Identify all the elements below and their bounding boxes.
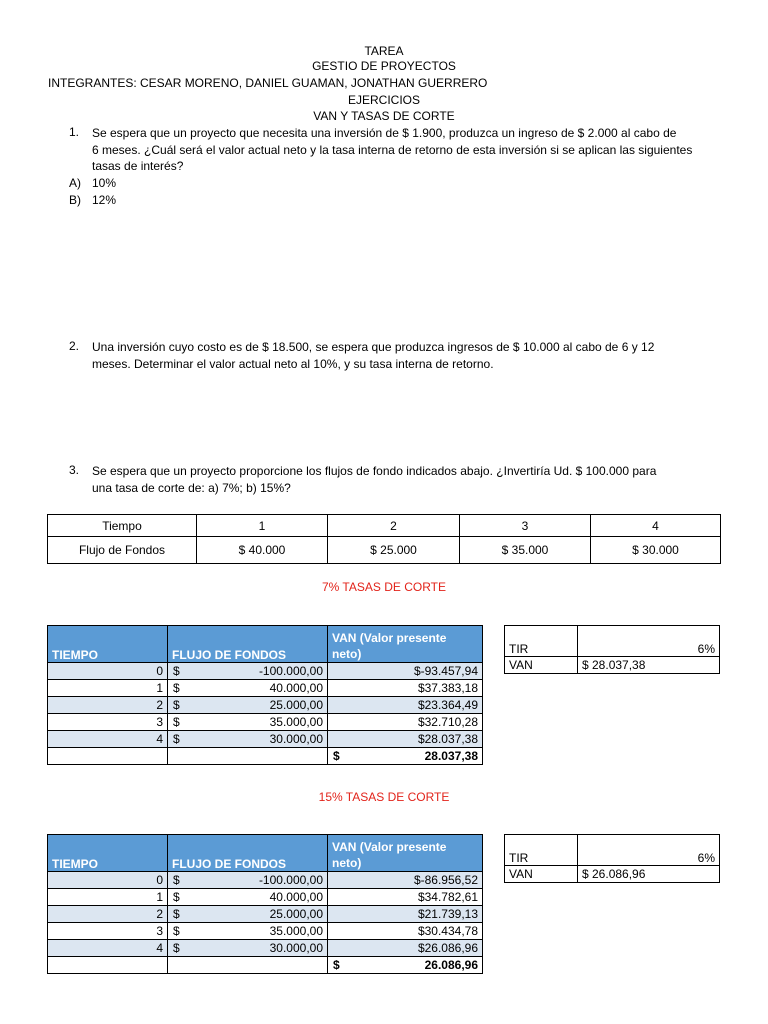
q2-line2: meses. Determinar el valor actual neto al 10%, y su tasa interna de retorno. [92,356,494,371]
section-15-title: 15% TASAS DE CORTE [318,790,450,804]
cash-flow-amount-row [48,537,721,564]
row-time: 0 [48,663,168,680]
q1-line3: tasas de interés? [92,159,184,173]
cash-flow-amount: $ 40.000 [197,537,328,564]
table-row [48,872,483,889]
q1-option-b [69,192,116,209]
row-time: 3 [48,714,168,731]
table-row [48,663,483,680]
q1-text [92,125,728,175]
row-flow: $ -100.000,00 [168,872,328,889]
row-van: $32.710,28 [328,714,483,731]
col-van-header: VAN (Valor presente neto) [328,626,483,663]
cash-flow-table [47,514,721,564]
row-van: $30.434,78 [328,923,483,940]
cash-flow-period: 4 [591,515,721,537]
row-flow: $ 25.000,00 [168,697,328,714]
row-van: $-86.956,52 [328,872,483,889]
van-row [505,657,720,674]
row-time: 4 [48,940,168,957]
q1-line1: Se espera que un proyecto que necesita una inversión de $ 1.900, produzca un ingreso de $ 2.000 al cabo de [92,126,677,140]
q2-number: 2. [69,339,80,353]
col-flujo-header: FLUJO DE FONDOS [168,835,328,872]
table-row [48,889,483,906]
table-row [48,714,483,731]
row-van: $26.086,96 [328,940,483,957]
row-time: 2 [48,697,168,714]
row-flow: $ 40.000,00 [168,680,328,697]
total-van: $ 26.086,96 [328,957,483,974]
row-van: $-93.457,94 [328,663,483,680]
col-van-header: VAN (Valor presente neto) [328,835,483,872]
row-van: $23.364,49 [328,697,483,714]
tir-value: 6% [578,626,720,657]
row-van: $37.383,18 [328,680,483,697]
table-row [48,697,483,714]
table-total-row [48,957,483,974]
doc-section: EJERCICIOS [347,93,420,107]
van-table-7-header [48,626,483,663]
col-tiempo-header: TIEMPO [48,626,168,663]
van-table-15-header [48,835,483,872]
doc-title: TAREA [364,44,404,58]
row-flow: $ 40.000,00 [168,889,328,906]
row-time: 3 [48,923,168,940]
row-van: $28.037,38 [328,731,483,748]
cash-flow-amount: $ 35.000 [460,537,591,564]
cash-flow-period: 2 [328,515,460,537]
q1-line2: 6 meses. ¿Cuál será el valor actual neto y la tasa interna de retorno de esta inversión si se aplican las siguientes [92,142,693,157]
total-empty [48,748,168,765]
tir-table-7 [504,625,720,674]
col-flujo-header: FLUJO DE FONDOS [168,626,328,663]
q2-text [92,339,728,372]
doc-topic: VAN Y TASAS DE CORTE [313,109,455,123]
q3-text [92,463,728,496]
q1-option-b-label: B) [69,193,81,207]
cash-flow-period: 1 [197,515,328,537]
row-flow: $ 35.000,00 [168,923,328,940]
q1-option-a [69,175,116,192]
row-time: 0 [48,872,168,889]
van-table-7 [47,625,483,765]
row-flow: $ 25.000,00 [168,906,328,923]
q1-number: 1. [69,125,80,139]
cash-flow-amount: $ 25.000 [328,537,460,564]
cash-flow-period: 3 [460,515,591,537]
van-label: VAN [505,866,578,883]
row-flow: $ -100.000,00 [168,663,328,680]
section-7-title: 7% TASAS DE CORTE [321,580,447,594]
row-flow: $ 35.000,00 [168,714,328,731]
total-van: $ 28.037,38 [328,748,483,765]
cash-flow-amount-label: Flujo de Fondos [48,537,197,564]
cash-flow-amount: $ 30.000 [591,537,721,564]
total-empty [168,957,328,974]
tir-table-15 [504,834,720,883]
q1-option-b-value: 12% [92,193,117,207]
tir-row [505,626,720,657]
table-row [48,680,483,697]
tir-label: TIR [505,626,578,657]
van-value: $ 28.037,38 [578,657,720,674]
q1-option-a-label: A) [69,176,81,190]
cash-flow-time-label: Tiempo [48,515,197,537]
cash-flow-time-row [48,515,721,537]
tir-row [505,835,720,866]
row-time: 4 [48,731,168,748]
q2-line1: Una inversión cuyo costo es de $ 18.500, se espera que produzca ingresos de $ 10.000 al cabo de 6 y 12 [92,340,655,354]
van-label: VAN [505,657,578,674]
q3-number: 3. [69,463,80,477]
doc-members: INTEGRANTES: CESAR MORENO, DANIEL GUAMAN, JONATHAN GUERRERO [48,76,488,90]
q1-option-a-value: 10% [92,176,117,190]
tir-label: TIR [505,835,578,866]
table-row [48,923,483,940]
table-row [48,906,483,923]
row-van: $21.739,13 [328,906,483,923]
van-row [505,866,720,883]
q3-line1: Se espera que un proyecto proporcione los flujos de fondo indicados abajo. ¿Invertiría Ud. $ 100.000 para [92,464,657,478]
total-empty [168,748,328,765]
row-time: 2 [48,906,168,923]
row-flow: $ 30.000,00 [168,940,328,957]
van-value: $ 26.086,96 [578,866,720,883]
doc-subject: GESTIO DE PROYECTOS [312,59,456,73]
table-row [48,731,483,748]
row-time: 1 [48,889,168,906]
tir-value: 6% [578,835,720,866]
total-empty [48,957,168,974]
row-time: 1 [48,680,168,697]
q3-line2: una tasa de corte de: a) 7%; b) 15%? [92,480,291,495]
col-tiempo-header: TIEMPO [48,835,168,872]
van-table-15 [47,834,483,974]
row-flow: $ 30.000,00 [168,731,328,748]
table-row [48,940,483,957]
table-total-row [48,748,483,765]
row-van: $34.782,61 [328,889,483,906]
